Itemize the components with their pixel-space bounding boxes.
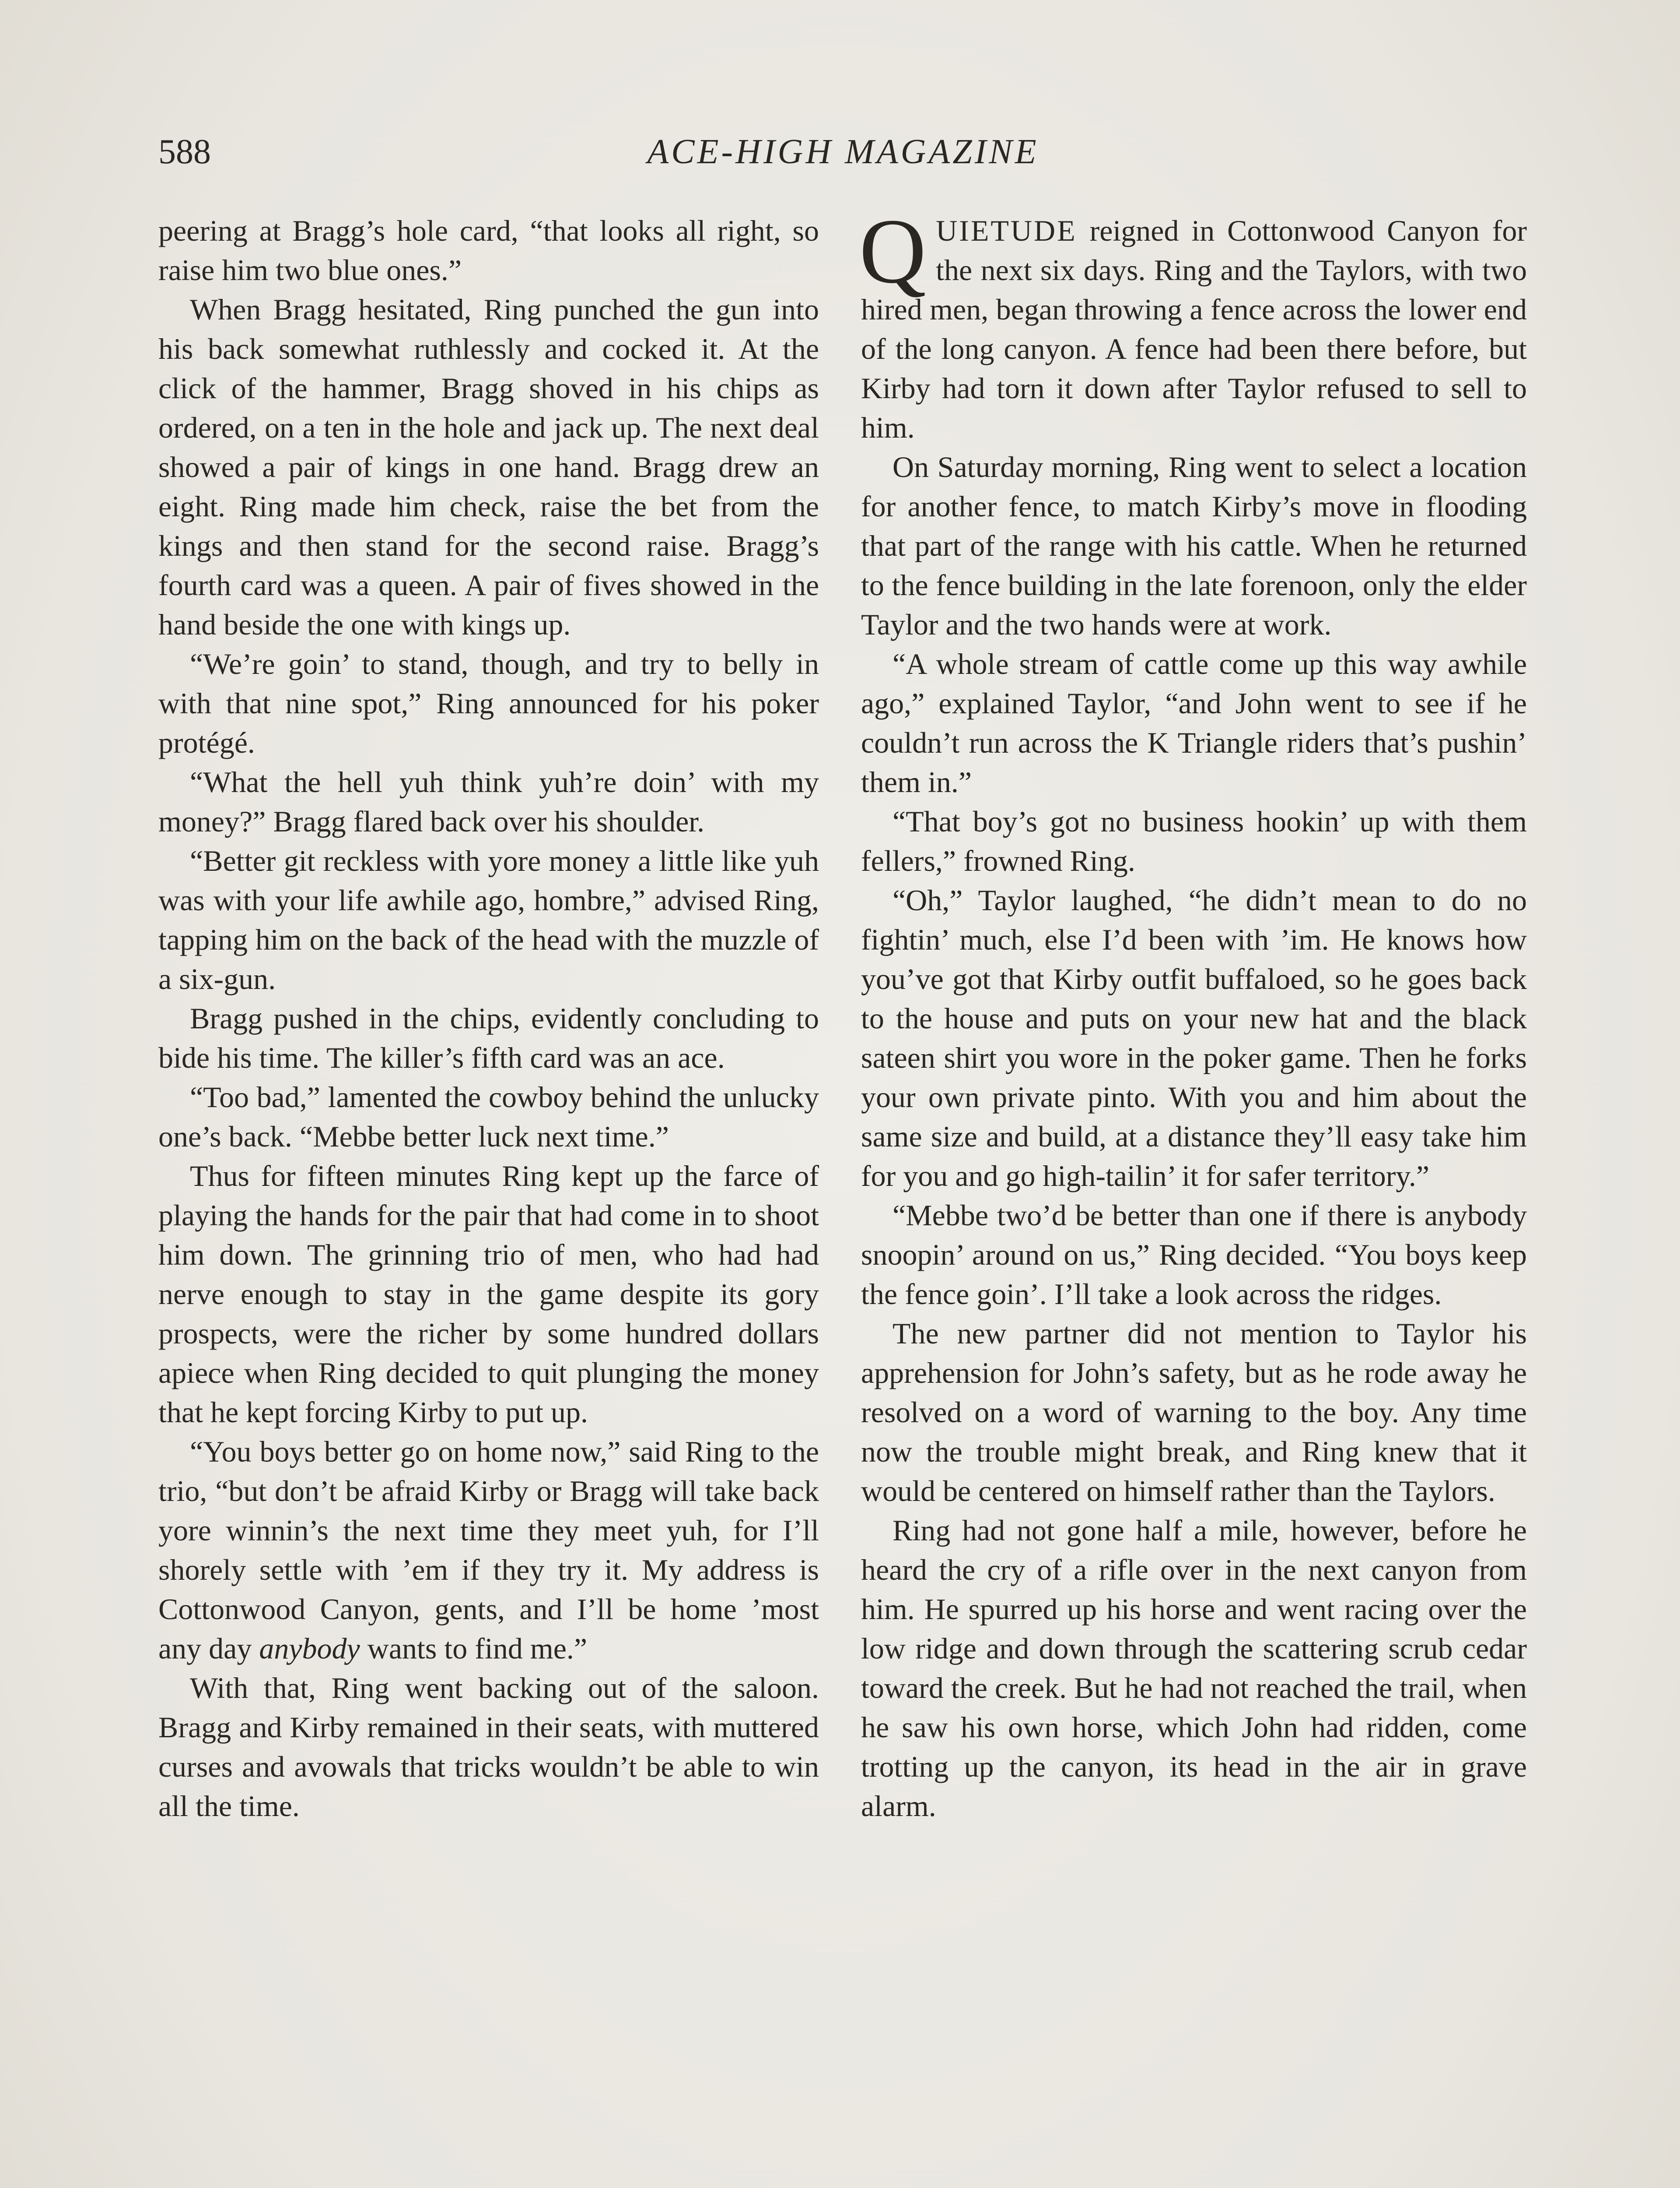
paragraph: “Oh,” Taylor laughed, “he didn’t mean to do no fightin’ much, else I’d been with ’im. He knows how you’ve got that Kirby outfit buffaloed, so he goes back to the house and puts on your new hat and the black sateen shirt you wore in the poker game. Then he forks your own private pinto. With you and him about the same size and build, at a distance they’ll easy take him for you and go high-tailin’ it for safer territory.” xyxy=(861,884,1527,1192)
lead-caps: UIETUDE xyxy=(936,214,1077,247)
paragraph: When Bragg hesitated, Ring punched the gun into his back somewhat ruthlessly and cocked it. At the click of the hammer, Bragg shoved in his chips as ordered, on a ten in the hole and jack up. The next deal showed a pair of kings in one hand. Bragg drew an eight. Ring made him check, raise the bet from the kings and then stand for the second raise. Bragg’s fourth card was a queen. A pair of fives showed in the hand beside the one with kings up. xyxy=(158,293,819,641)
paragraph: “Better git reckless with yore money a little like yuh was with your life awhile ago, hombre,” advised Ring, tapping him on the back of the head with the muzzle of a six-gun. xyxy=(158,844,819,996)
page-number: 588 xyxy=(158,133,211,171)
left-column xyxy=(158,211,819,1826)
magazine-title: ACE-HIGH MAGAZINE xyxy=(647,133,1039,171)
paragraph: “That boy’s got no business hookin’ up with them fellers,” frowned Ring. xyxy=(861,805,1527,877)
paragraph: The new partner did not mention to Taylor his apprehension for John’s safety, but as he rode away he resolved on a word of warning to the boy. Any time now the trouble might break, and Ring knew that it would be centered on himself rather than the Taylors. xyxy=(861,1317,1527,1508)
paragraph: “Mebbe two’d be better than one if there is anybody snoopin’ around on us,” Ring decided. “You boys keep the fence goin’. I’ll take a look across the ridges. xyxy=(861,1199,1527,1311)
paragraph-text: reigned in Cottonwood Canyon for the next six days. Ring and the Taylors, with two hired men, began throwing a fence across the lower end of the long canyon. A fence had been there before, but Kirby had torn it down after Taylor refused to sell to him. xyxy=(861,214,1527,444)
paragraph-text: wants to find me.” xyxy=(367,1632,588,1665)
page-header xyxy=(158,128,1528,176)
paragraph: “Too bad,” lamented the cowboy behind the unlucky one’s back. “Mebbe better luck next time.” xyxy=(158,1080,819,1153)
paragraph xyxy=(158,1432,819,1668)
paragraph: “A whole stream of cattle come up this way awhile ago,” explained Taylor, “and John went to see if he couldn’t run across the K Triangle riders that’s pushin’ them in.” xyxy=(861,647,1527,799)
emphasis-word: anybody xyxy=(259,1632,360,1665)
paragraph: “What the hell yuh think yuh’re doin’ with my money?” Bragg flared back over his shoulder. xyxy=(158,765,819,838)
paragraph: peering at Bragg’s hole card, “that looks all right, so raise him two blue ones.” xyxy=(158,214,819,287)
paragraph: Thus for fifteen minutes Ring kept up the farce of playing the hands for the pair that had come in to shoot him down. The grinning trio of men, who had had nerve enough to stay in the game despite its gory prospects, were the richer by some hundred dollars apiece when Ring decided to quit plunging the money that he kept forcing Kirby to put up. xyxy=(158,1159,819,1429)
paragraph: On Saturday morning, Ring went to select a location for another fence, to match Kirby’s move in flooding that part of the range with his cattle. When he returned to the fence building in the late forenoon, only the elder Taylor and the two hands were at work. xyxy=(861,450,1527,641)
paragraph: “We’re goin’ to stand, though, and try to belly in with that nine spot,” Ring announced for his poker protégé. xyxy=(158,647,819,759)
paragraph: Bragg pushed in the chips, evidently concluding to bide his time. The killer’s fifth card was an ace. xyxy=(158,1002,819,1074)
opening-paragraph xyxy=(859,200,1527,447)
drop-cap: Q xyxy=(859,200,927,302)
right-column xyxy=(859,200,1527,1826)
paragraph: Ring had not gone half a mile, however, before he heard the cry of a rifle over in the next canyon from him. He spurred up his horse and went racing over the low ridge and down through the scattering scrub cedar toward the creek. But he had not reached the trail, when he saw his own horse, which John had ridden, come trotting up the canyon, its head in the air in grave alarm. xyxy=(861,1514,1527,1823)
paragraph-text: “You boys better go on home now,” said Ring to the trio, “but don’t be afraid Kirby or Bragg will take back yore winnin’s the next time they meet yuh, for I’ll shorely settle with ’em if they try it. My address is Cottonwood Canyon, gents, and I’ll be home ’most any day xyxy=(158,1435,819,1665)
paragraph: With that, Ring went backing out of the saloon. Bragg and Kirby remained in their seats, with muttered curses and avowals that tricks wouldn’t be able to win all the time. xyxy=(158,1671,819,1823)
